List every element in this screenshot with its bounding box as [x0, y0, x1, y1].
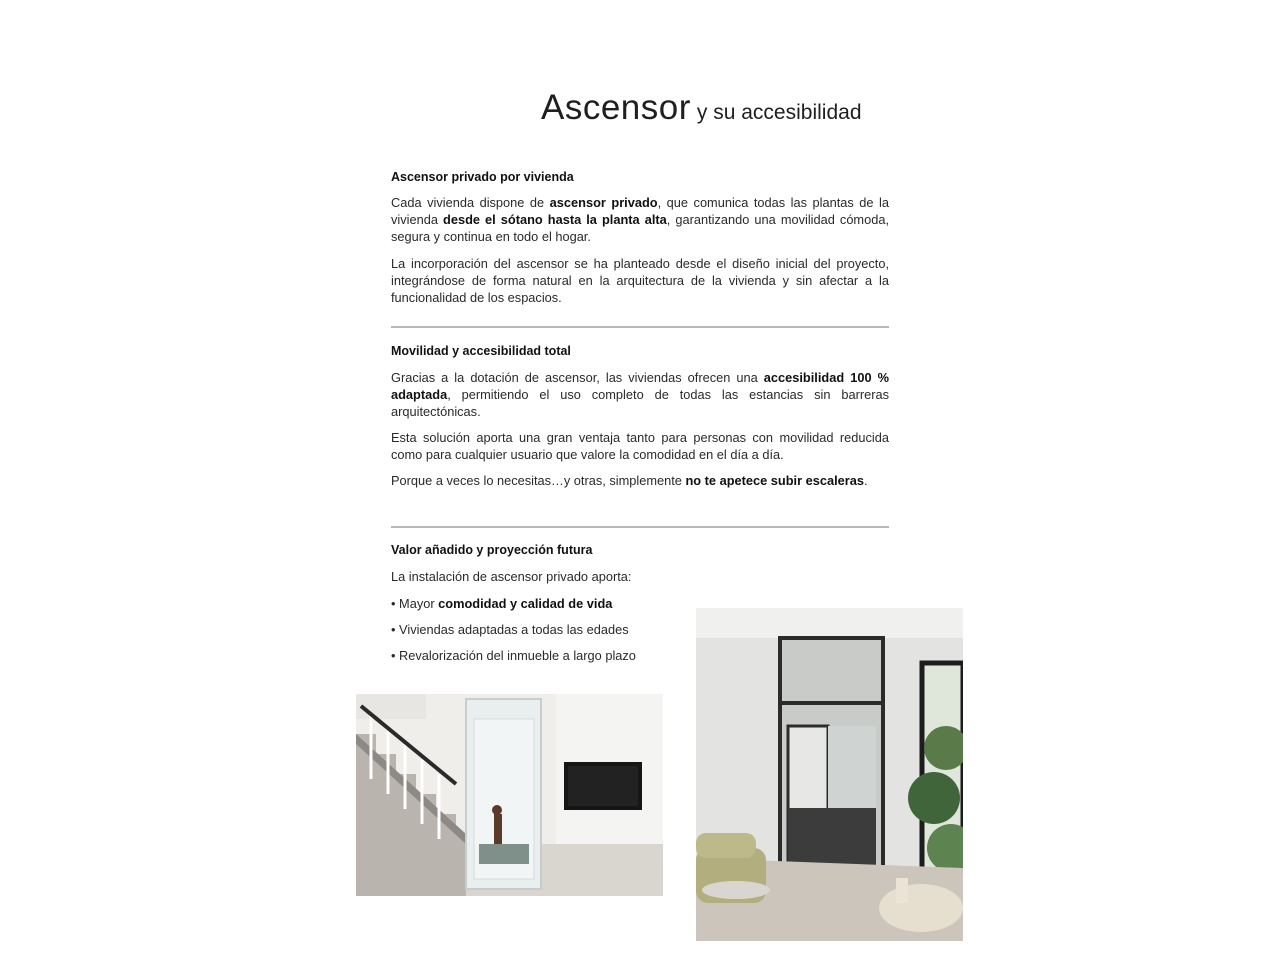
paragraph: La instalación de ascensor privado aporta:	[391, 569, 632, 584]
emphasis-text: no te apetece subir escaleras	[685, 473, 865, 488]
emphasis-text: desde el sótano hasta la planta alta	[443, 212, 667, 227]
section-mobility	[391, 344, 889, 358]
bullet-dot-icon: •	[391, 596, 400, 611]
paragraph	[391, 369, 889, 420]
section1-paragraph-2	[391, 255, 889, 306]
text-run: , que comunica todas las plantas de la vivienda	[391, 195, 890, 227]
text-run: , permitiendo el uso completo de todas las estancias sin barreras arquitectónicas.	[391, 387, 889, 419]
text-run: Porque a veces lo necesitas…y otras, simplemente	[391, 473, 686, 488]
text-run: Viviendas adaptadas a todas las edades	[399, 622, 629, 637]
photo-modern-elevator-livingroom	[696, 608, 963, 941]
page-title-sub: y su accesibilidad	[696, 101, 862, 124]
section-private-elevator	[391, 170, 889, 184]
section2-paragraph-2	[391, 429, 889, 463]
emphasis-text: comodidad y calidad de vida	[438, 596, 613, 611]
emphasis-text: ascensor privado	[549, 195, 658, 210]
bullet-dot-icon: •	[391, 622, 400, 637]
section-added-value	[391, 543, 889, 557]
photo-staircase-elevator	[356, 694, 663, 896]
paragraph: Esta solución aporta una gran ventaja tanto para personas con movilidad reducida como para cualquier usuario que valore la comodidad en el día a día.	[391, 430, 889, 462]
section-heading: Movilidad y accesibilidad total	[391, 344, 571, 358]
paragraph	[391, 472, 889, 489]
paragraph	[391, 194, 889, 245]
text-run: , garantizando una movilidad cómoda, segura y continua en todo el hogar.	[391, 212, 890, 244]
section2-paragraph-3	[391, 472, 889, 489]
text-run: Mayor	[399, 596, 439, 611]
page-title	[541, 88, 961, 128]
section1-paragraph-1	[391, 194, 889, 245]
section3-intro	[391, 568, 889, 585]
page-title-main: Ascensor	[541, 88, 691, 127]
divider	[391, 326, 889, 328]
text-run: Gracias a la dotación de ascensor, las viviendas ofrecen una	[391, 370, 764, 385]
text-run: .	[864, 473, 868, 488]
paragraph: La incorporación del ascensor se ha planteado desde el diseño inicial del proyecto, integrándose de forma natural en la arquitectura de la vivienda y sin afectar a la funcionalidad de los espacios.	[391, 256, 889, 305]
section-heading: Ascensor privado por vivienda	[391, 170, 574, 184]
divider	[391, 526, 889, 528]
section2-paragraph-1	[391, 369, 889, 420]
emphasis-text: accesibilidad 100 % adaptada	[391, 370, 889, 402]
text-run: Cada vivienda dispone de	[391, 195, 550, 210]
section-heading: Valor añadido y proyección futura	[391, 543, 593, 557]
bullet-dot-icon: •	[391, 648, 400, 663]
text-run: Revalorización del inmueble a largo plazo	[399, 648, 636, 663]
